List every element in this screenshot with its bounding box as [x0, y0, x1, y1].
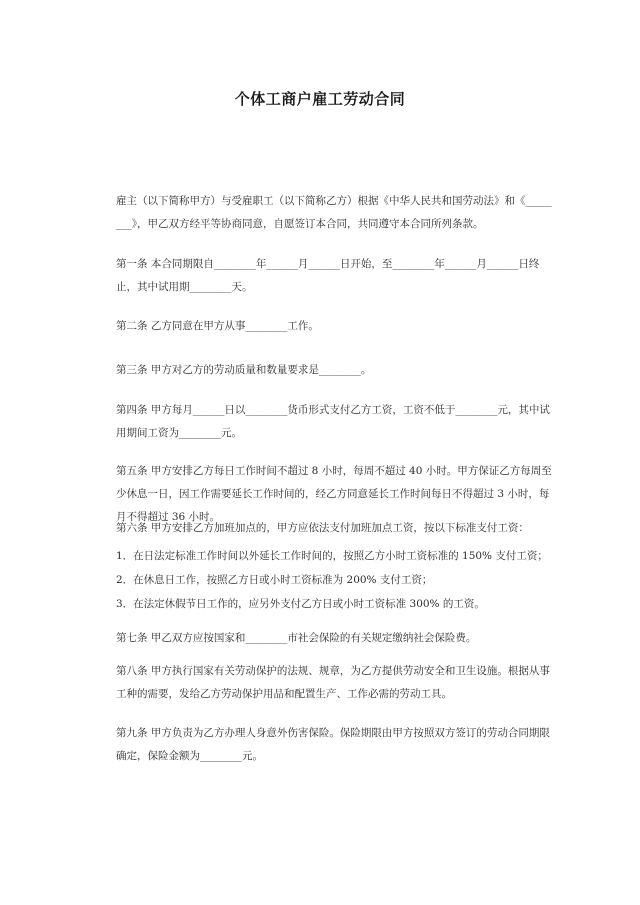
- article-8: 第八条 甲方执行国家有关劳动保护的法规、规章，为乙方提供劳动安全和卫生设施。根据从事工种的需要，发给乙方劳动保护用品和配置生产、工作必需的劳动工具。: [116, 665, 550, 700]
- preamble-paragraph: 雇主（以下简称甲方）与受雇职工（以下简称乙方）根据《中华人民共和国劳动法》和《________》，甲乙双方经平等协商同意，自愿签订本合同，共同遵守本合同所列条款。: [116, 195, 552, 230]
- article-9: 第九条 甲方负责为乙方办理人身意外伤害保险。保险期限由甲方按照双方签订的劳动合同期限确定，保险金额为________元。: [116, 727, 550, 762]
- article-3: 第三条 甲方对乙方的劳动质量和数量要求是________。: [116, 364, 372, 376]
- article-2: 第二条 乙方同意在甲方从事________工作。: [116, 320, 319, 332]
- document-title: 个体工商户雇工劳动合同: [234, 90, 406, 108]
- article-1: 第一条 本合同期限自________年______月______日开始，至________年______月______日终止，其中试用期________天。: [116, 258, 540, 293]
- article-6-item-2: 2．在休息日工作，按照乙方日或小时工资标准为 200% 支付工资；: [116, 574, 433, 586]
- article-6-item-1: 1．在日法定标准工作时间以外延长工作时间的，按照乙方小时工资标准的 150% 支付工资；: [116, 550, 548, 562]
- article-5: 第五条 甲方安排乙方每日工作时间不超过 8 小时，每周不超过 40 小时。甲方保证乙方每周至少休息一日，因工作需要延长工作时间的，经乙方同意延长工作时间每日不得超过 3 小时，每月不得超过 36 小时。: [116, 465, 552, 523]
- article-6: 第六条 甲方安排乙方加班加点的，甲方应依法支付加班加点工资，按以下标准支付工资：: [116, 522, 529, 534]
- article-7: 第七条 甲乙双方应按国家和________市社会保险的有关规定缴纳社会保险费。: [116, 632, 477, 644]
- article-4: 第四条 甲方每月______日以________货币形式支付乙方工资，工资不低于________元，其中试用期间工资为________元。: [116, 404, 550, 439]
- article-6-item-3: 3．在法定休假节日工作的，应另外支付乙方日或小时工资标准 300% 的工资。: [116, 598, 485, 610]
